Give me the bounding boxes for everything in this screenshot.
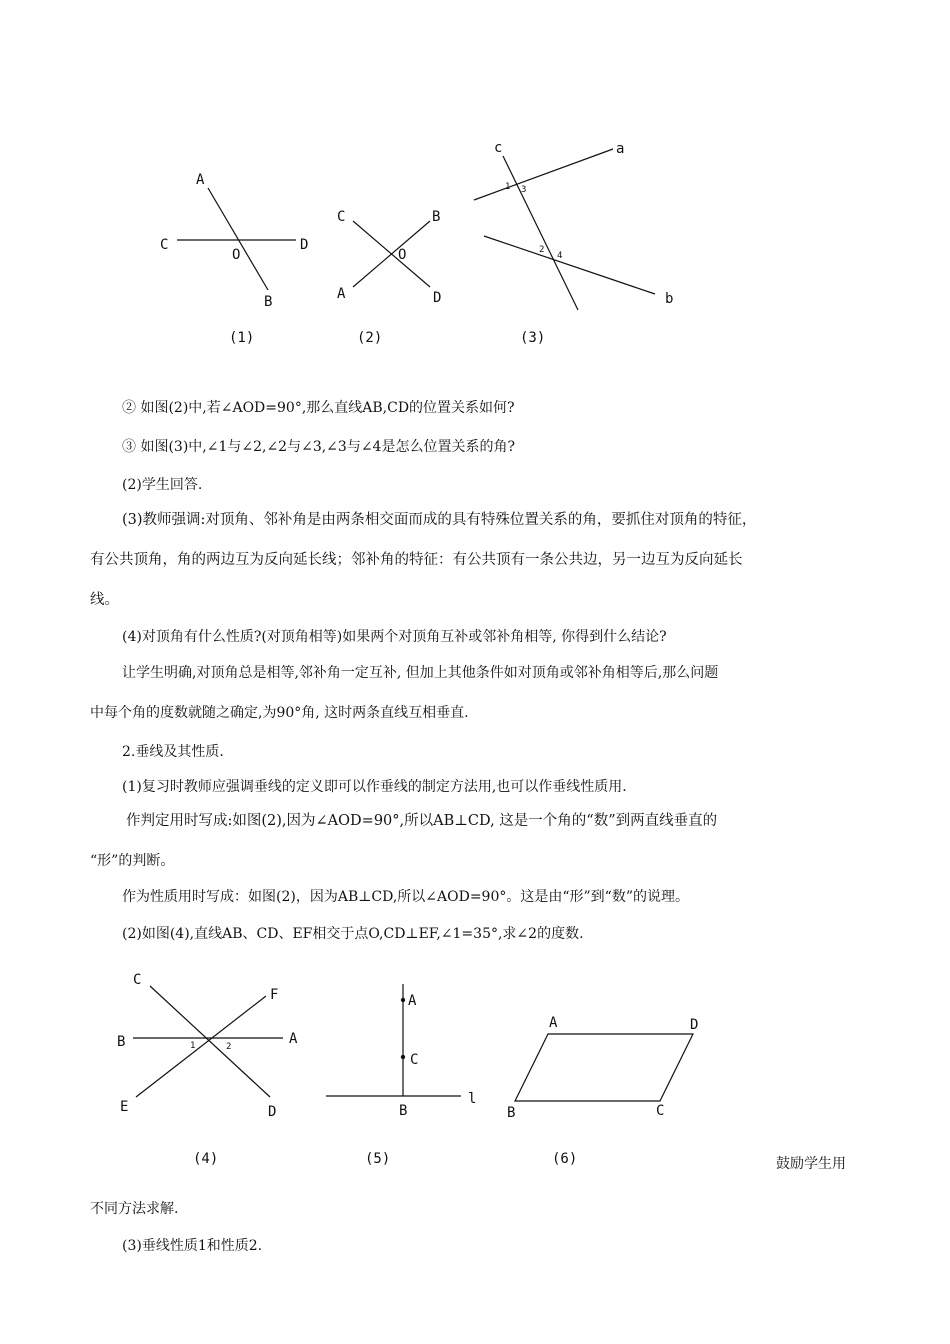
label-d: D [690,1017,699,1033]
perpendicular-properties: (3)垂线性质1和性质2. [122,1238,263,1254]
property-use: 作为性质用时写成：如图(2)，因为AB⊥CD,所以∠AOD=90°。这是由“形”到“数”的说理。 [122,889,689,905]
label-l: l [468,1091,477,1107]
question-2: ② 如图(2)中,若∠AOD=90°,那么直线AB,CD的位置关系如何? [122,400,515,416]
label-c: c [494,140,503,156]
caption-2: (2) [357,330,383,346]
label-b: b [665,291,674,307]
label-d: D [268,1104,277,1120]
label-a: A [289,1031,298,1047]
section-heading-2: 2.垂线及其性质. [122,744,224,760]
label-c: C [656,1103,665,1119]
caption-3: (3) [520,330,546,346]
teacher-emphasis-line-1: (3)教师强调:对顶角、邻补角是由两条相交面而成的具有特殊位置关系的角，要抓住对顶角的特征， [122,512,757,528]
label-c: C [337,209,346,225]
point-c [401,1055,405,1059]
review-note: (1)复习时教师应强调垂线的定义即可以作垂线的制定方法用,也可以作垂线性质用. [122,779,627,795]
label-f: F [270,987,279,1003]
caption-4: (4) [193,1151,219,1167]
angle-4: 4 [557,251,563,261]
label-c: C [410,1052,419,1068]
label-a: A [408,993,417,1009]
angle-1: 1 [190,1041,196,1051]
caption-5: (5) [365,1151,391,1167]
label-o: O [398,247,407,263]
label-c: C [160,237,169,253]
figure-1 [160,172,308,346]
label-b: B [507,1105,516,1121]
point-a [401,998,405,1002]
figure-3 [474,140,673,346]
line-b [484,236,655,294]
angle-3: 3 [521,185,527,195]
exercise: (2)如图(4),直线AB、CD、EF相交于点O,CD⊥EF,∠1=35°,求∠2的度数. [122,926,584,942]
label-a: A [337,286,346,302]
encourage-line-2: 不同方法求解. [90,1201,179,1217]
line-c [503,156,578,310]
angle-1: 1 [505,182,511,192]
label-a: a [616,141,625,157]
caption-6: (6) [552,1151,578,1167]
teacher-emphasis-line-2: 有公共顶角，角的两边互为反向延长线；邻补角的特征：有公共顶有一条公共边，另一边互为反向延长 [90,552,743,568]
judgement-line-1: 作判定用时写成:如图(2),因为∠AOD=90°,所以AB⊥CD, 这是一个角的“数”到两直线垂直的 [126,813,718,829]
label-c: C [133,972,142,988]
parallelogram-abcd [515,1034,693,1101]
label-a: A [196,172,205,188]
label-d: D [433,290,442,306]
clarify-line-2: 中每个角的度数就随之确定,为90°角, 这时两条直线互相垂直. [90,705,469,721]
clarify-line-1: 让学生明确,对顶角总是相等,邻补角一定互补, 但加上其他条件如对顶角或邻补角相等后,那么问题 [122,665,719,681]
angle-2: 2 [539,245,545,255]
caption-1: (1) [229,330,255,346]
figure-2 [337,209,441,346]
line-ab [208,188,268,290]
teacher-emphasis-line-3: 线。 [90,592,119,608]
angle-2: 2 [226,1042,232,1052]
question-3: ③ 如图(3)中,∠1与∠2,∠2与∠3,∠3与∠4是怎么位置关系的角? [122,439,515,455]
line-ef [136,996,266,1097]
encourage-line-1: 鼓励学生用 [776,1156,846,1172]
judgement-line-2: “形”的判断。 [90,853,175,869]
property-question: (4)对顶角有什么性质?(对顶角相等)如果两个对顶角互补或邻补角相等, 你得到什么结论? [122,629,667,645]
label-b: B [399,1103,408,1119]
figure-5 [326,984,476,1167]
label-b: B [432,209,441,225]
line-cd [150,986,270,1097]
label-b: B [264,294,273,310]
label-o: O [232,247,241,263]
figure-6 [507,1015,698,1167]
label-d: D [300,237,309,253]
label-a: A [549,1015,558,1031]
figure-4 [117,972,298,1167]
student-answer: (2)学生回答. [122,477,203,493]
label-e: E [120,1099,129,1115]
line-a [474,149,613,200]
label-b: B [117,1034,126,1050]
